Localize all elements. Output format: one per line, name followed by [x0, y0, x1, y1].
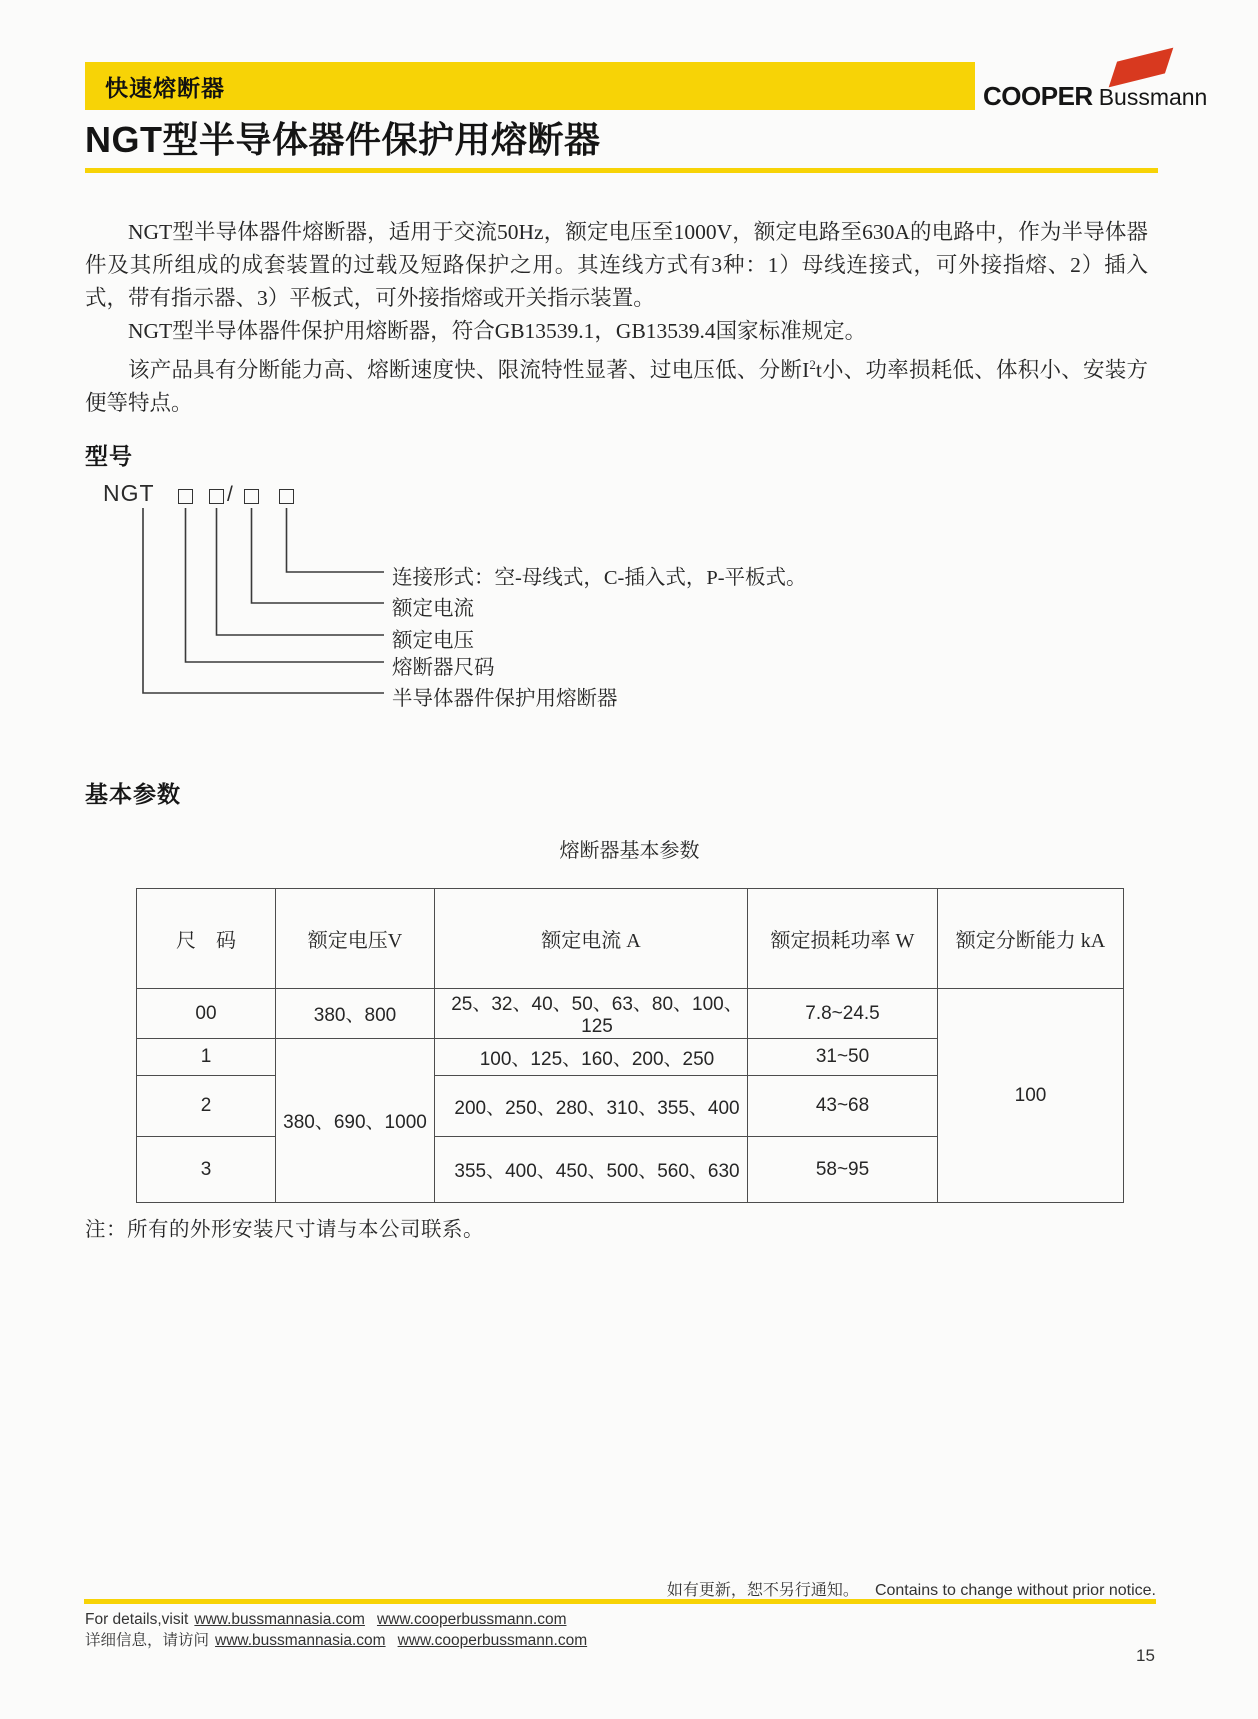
intro-text [85, 216, 1148, 420]
cell-current: 100、125、160、200、250 [435, 1039, 748, 1076]
model-heading: 型号 [85, 443, 133, 469]
logo-text [983, 81, 1207, 112]
table-header-row [137, 889, 1124, 989]
intro-paragraph-2: NGT型半导体器件保护用熔断器，符合GB13539.1，GB13539.4国家标准规定。 [128, 319, 867, 343]
cell-voltage-merged: 380、690、1000 [276, 1039, 435, 1203]
footer-links [85, 1609, 599, 1651]
col-header-breaking: 额定分断能力 kA [938, 889, 1124, 989]
logo-cooper: COOPER [983, 81, 1093, 111]
model-label-rated-voltage: 额定电压 [392, 630, 474, 652]
cell-current: 355、400、450、500、560、630 [435, 1137, 748, 1203]
page-title: NGT型半导体器件保护用熔断器 [85, 119, 601, 160]
model-code-diagram [85, 480, 1145, 720]
cell-size: 1 [137, 1039, 276, 1076]
col-header-current: 额定电流 A [435, 889, 748, 989]
col-header-size: 尺 码 [137, 889, 276, 989]
bussmannasia-link[interactable]: www.bussmannasia.com [194, 1611, 365, 1628]
i2t-superscript: 2 [809, 357, 816, 372]
footer-links-en-prefix: For details,visit [85, 1611, 189, 1628]
col-header-power: 额定损耗功率 W [748, 889, 938, 989]
footer-links-cn-prefix: 详细信息，请访问 [85, 1632, 210, 1649]
cell-size: 00 [137, 989, 276, 1039]
cell-size: 2 [137, 1076, 276, 1137]
update-notice-cn: 如有更新，恕不另行通知。 [666, 1582, 859, 1599]
model-code-prefix: NGT [103, 480, 155, 506]
model-code-slash: / [227, 483, 233, 506]
category-label: 快速熔断器 [105, 74, 225, 101]
col-header-voltage: 额定电压V [276, 889, 435, 989]
intro-paragraph-1: NGT型半导体器件熔断器，适用于交流50Hz，额定电压至1000V，额定电路至630A的电路中，作为半导体器件及其所组成的成套装置的过载及短路保护之用。其连线方式有3种：1）母线连接式，可外接指熔、2）插入式，带有指示器、3）平板式，可外接指熔或开关指示装置。 [85, 220, 1148, 310]
category-bar [85, 62, 975, 110]
intro-paragraph-3-tail: t小、功率损耗低、体积小、安装方便等特点。 [85, 358, 1148, 416]
cell-voltage: 380、800 [276, 989, 435, 1039]
cell-current: 200、250、280、310、355、400 [435, 1076, 748, 1137]
model-label-connection: 连接形式：空-母线式，C-插入式，P-平板式。 [392, 567, 807, 589]
cell-breaking-capacity: 100 [938, 989, 1124, 1203]
intro-paragraph-3-text: 该产品具有分断能力高、熔断速度快、限流特性显著、过电压低、分断I [128, 358, 810, 383]
intro-paragraph-3 [85, 348, 1148, 420]
model-label-rated-current: 额定电流 [392, 598, 474, 620]
model-label-fuse-type: 半导体器件保护用熔断器 [392, 688, 618, 710]
params-table-title: 熔断器基本参数 [559, 840, 700, 862]
model-label-fuse-size: 熔断器尺码 [392, 657, 495, 679]
cell-power: 58~95 [748, 1137, 938, 1203]
update-notice [560, 1577, 1156, 1600]
footer-links-cn [85, 1630, 599, 1651]
cell-power: 43~68 [748, 1076, 938, 1137]
logo-bussmann: Bussmann [1098, 84, 1208, 110]
update-notice-en: Contains to change without prior notice. [874, 1582, 1156, 1599]
params-heading: 基本参数 [85, 781, 181, 807]
page-number: 15 [1136, 1646, 1155, 1665]
table-row [137, 989, 1124, 1039]
cell-power: 31~50 [748, 1039, 938, 1076]
cooperbussmann-link[interactable]: www.cooperbussmann.com [376, 1611, 567, 1628]
table-note: 注：所有的外形安装尺寸请与本公司联系。 [85, 1219, 484, 1241]
title-underline [85, 168, 1158, 173]
cell-current: 25、32、40、50、63、80、100、125 [435, 989, 748, 1039]
params-table [136, 888, 1124, 1203]
footer-links-en [85, 1609, 599, 1630]
cell-size: 3 [137, 1137, 276, 1203]
cell-power: 7.8~24.5 [748, 989, 938, 1039]
footer-rule [84, 1599, 1156, 1604]
cooper-bussmann-logo [983, 52, 1208, 112]
cooperbussmann-link[interactable]: www.cooperbussmann.com [397, 1632, 588, 1649]
bussmannasia-link[interactable]: www.bussmannasia.com [215, 1632, 386, 1649]
